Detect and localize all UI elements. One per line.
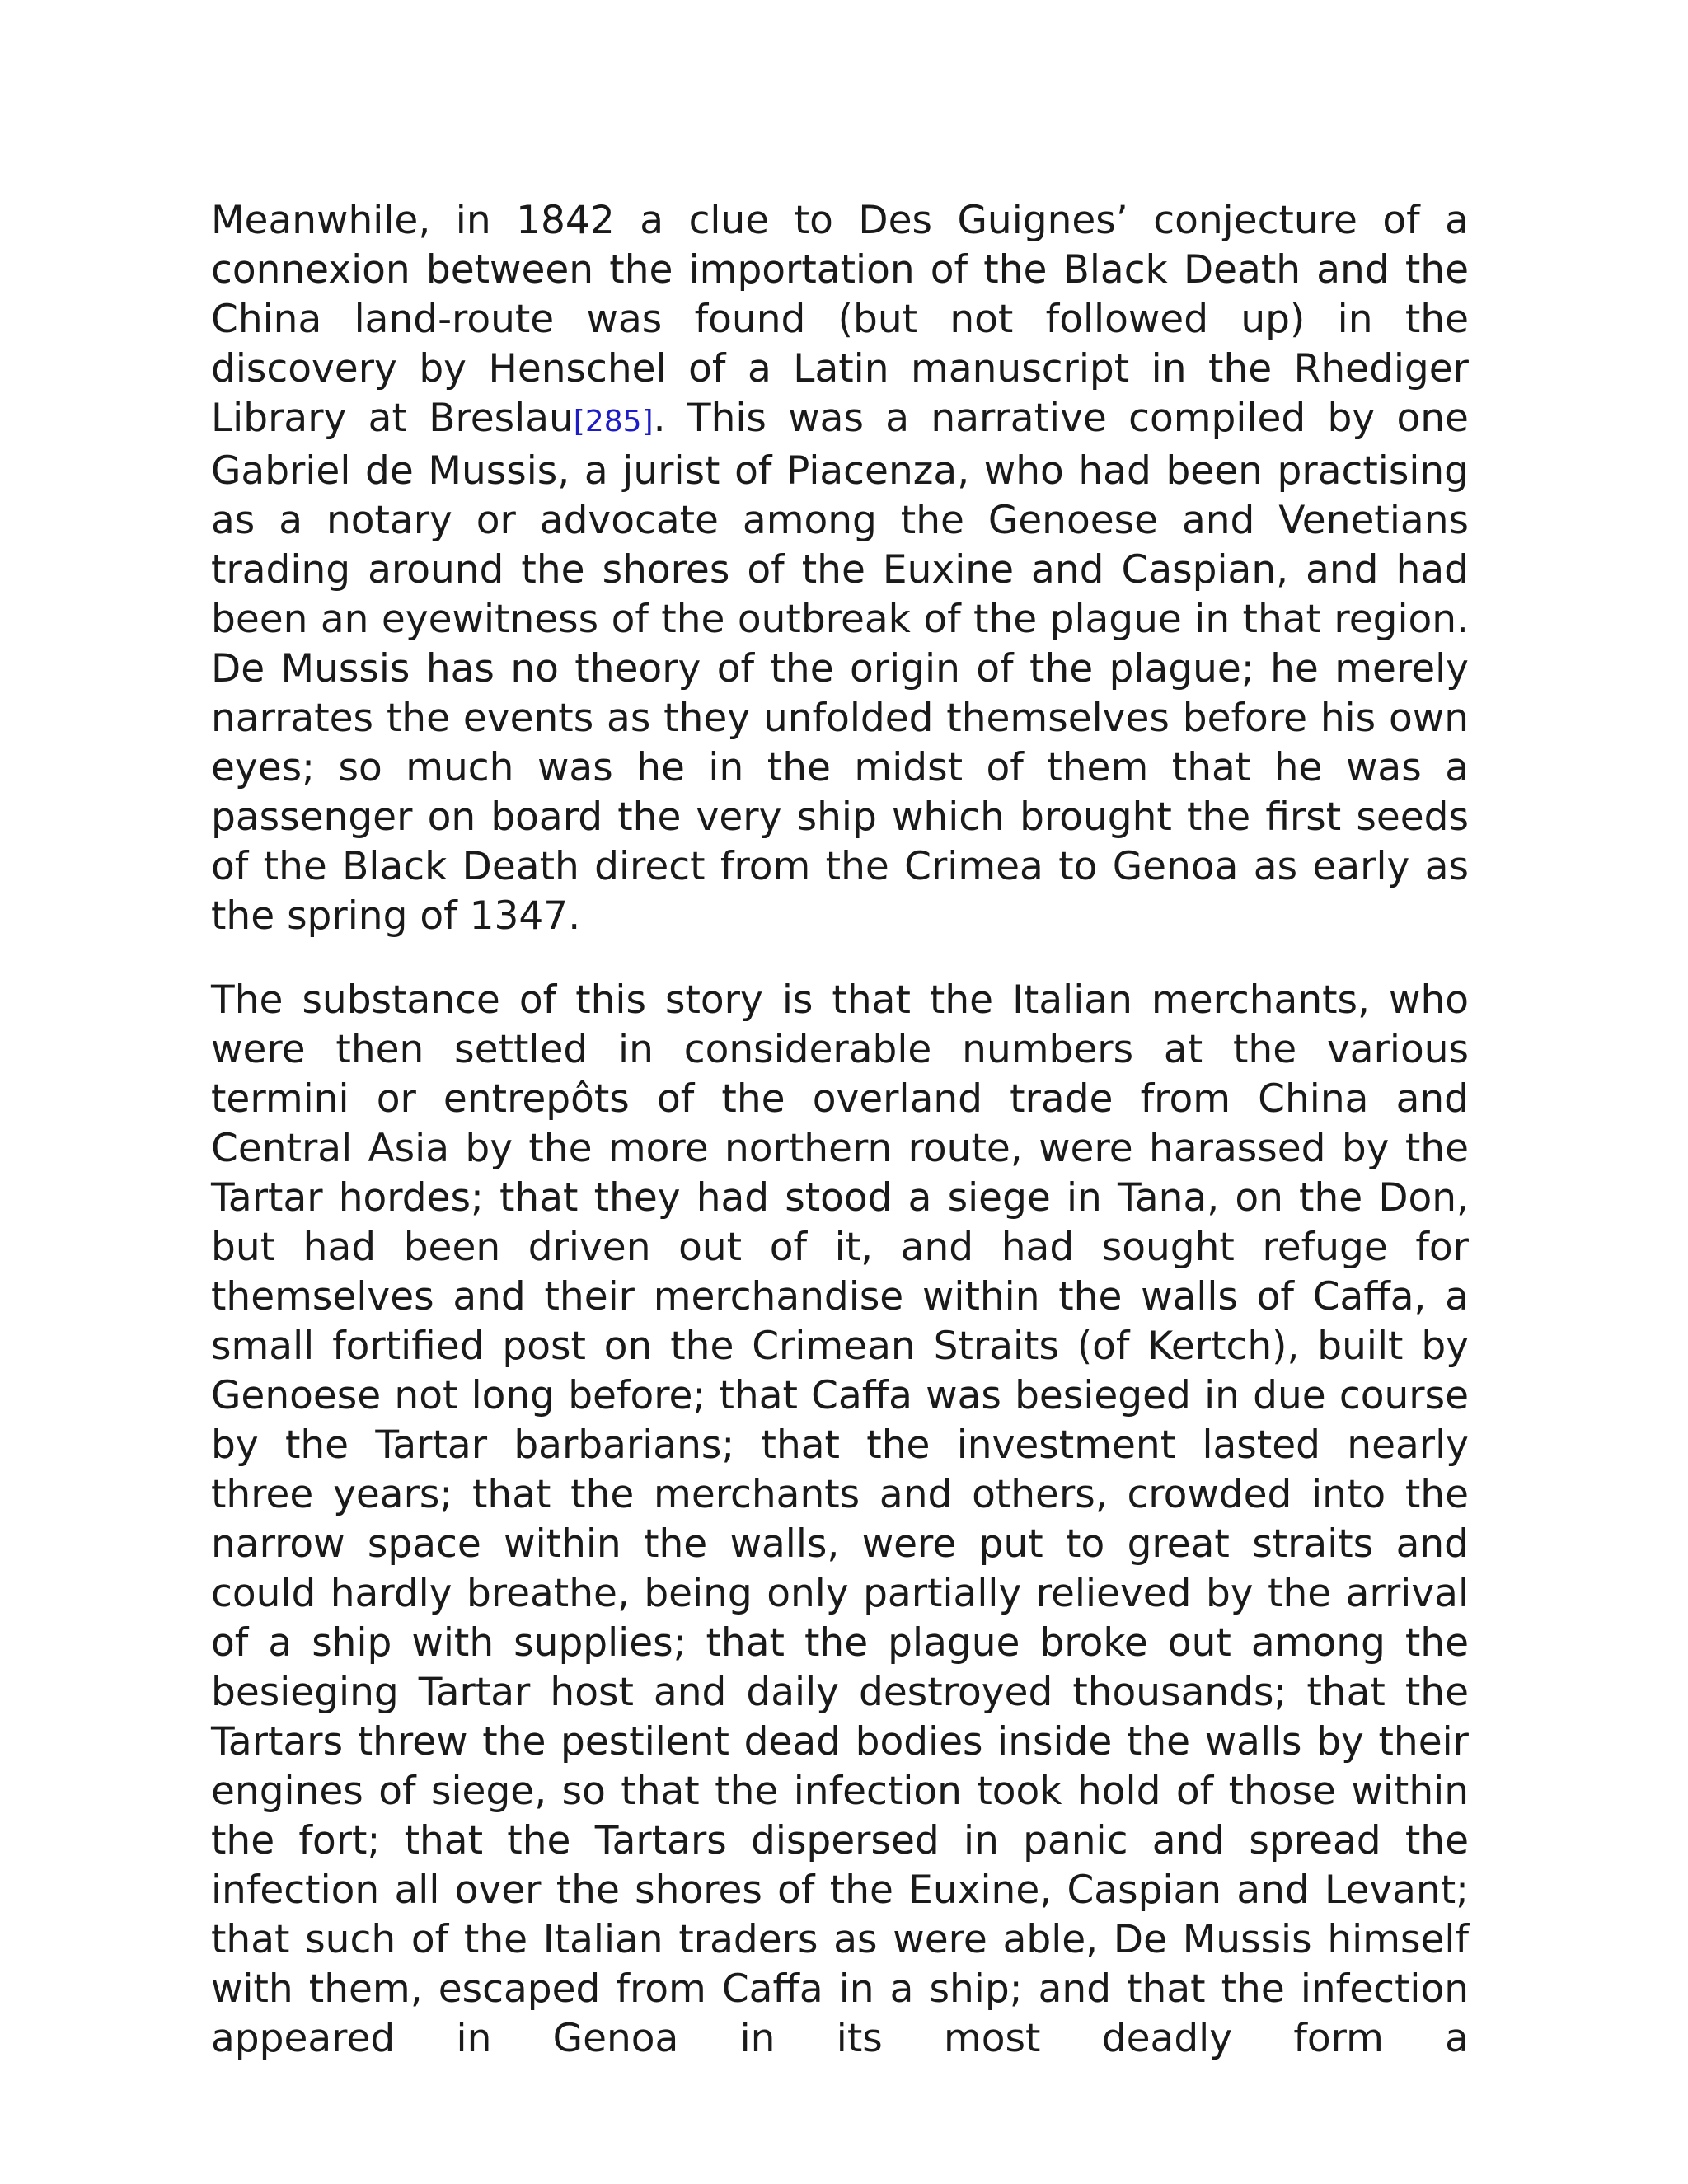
paragraph-1-text-start: Meanwhile, in 1842 a clue to Des Guignes’ conjecture of a connexion between the importation of the Black Death and the China land-route was found (but not followed up) in the discovery by Henschel of a Latin manuscript in the Rhediger Library at Breslau: [211, 198, 1469, 441]
paragraph-2: [211, 976, 1469, 2064]
paragraph-1-text-end: . This was a narrative compiled by one Gabriel de Mussis, a jurist of Piacenza, who had been practising as a notary or advocate among the Genoese and Venetians trading around the shores of the Euxine and Caspian, and had been an eyewitness of the outbreak of the plague in that region. De Mussis has no theory of the origin of the plague; he merely narrates the events as they unfolded themselves before his own eyes; so much was he in the midst of them that he was a passenger on board the very ship which brought the first seeds of the Black Death direct from the Crimea to Genoa as early as the spring of 1347.: [211, 396, 1469, 939]
footnote-ref-285[interactable]: [285]: [573, 405, 654, 438]
page-body: [211, 196, 1469, 2064]
paragraph-2-text: The substance of this story is that the Italian merchants, who were then settled in considerable numbers at the various termini or entrepôts of the overland trade from China and Central Asia by the more northern route, were harassed by the Tartar hordes; that they had stood a siege in Tana, on the Don, but had been driven out of it, and had sought refuge for themselves and their merchandise within the walls of Caffa, a small fortified post on the Crimean Straits (of Kertch), built by Genoese not long before; that Caffa was besieged in due course by the Tartar barbarians; that the investment lasted nearly three years; that the merchants and others, crowded into the narrow space within the walls, were put to great straits and could hardly breathe, being only partially relieved by the arrival of a ship with supplies; that the plague broke out among the besieging Tartar host and daily destroyed thousands; that the Tartars threw the pestilent dead bodies inside the walls by their engines of siege, so that the infection took hold of those within the fort; that the Tartars dispersed in panic and spread the infection all over the shores of the Euxine, Caspian and Levant; that such of the Italian traders as were able, De Mussis himself with them, escaped from Caffa in a ship; and that the infection appeared in Genoa in its most deadly form a: [211, 977, 1469, 2061]
paragraph-1: [211, 196, 1469, 941]
